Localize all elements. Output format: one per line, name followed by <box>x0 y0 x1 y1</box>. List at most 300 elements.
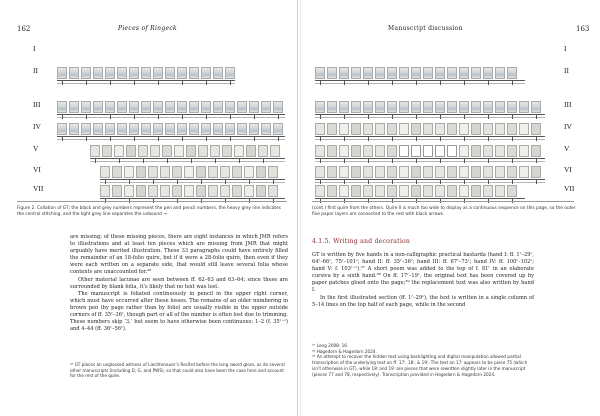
sewing-tick <box>440 158 441 163</box>
folio-thumbnail <box>423 123 433 135</box>
folio-thumbnail <box>507 67 517 79</box>
folio-thumbnail <box>375 145 385 157</box>
folio-thumbnail <box>411 123 421 135</box>
blank-folio <box>399 145 409 157</box>
sewing-tick <box>225 179 226 184</box>
sewing-tick <box>105 179 106 184</box>
sewing-tick <box>320 136 321 141</box>
folio-thumbnail <box>213 67 223 79</box>
sewing-tick <box>191 158 192 163</box>
sewing-tick <box>416 80 417 85</box>
sewing-tick <box>278 114 279 119</box>
sewing-tick <box>368 136 369 141</box>
sewing-tick <box>182 114 183 119</box>
folio-thumbnail <box>225 123 235 135</box>
folio-thumbnail <box>519 101 529 113</box>
folio-thumbnail <box>531 145 541 157</box>
sewing-tick <box>536 114 537 119</box>
folio-thumbnail <box>471 123 481 135</box>
folio-thumbnail <box>93 67 103 79</box>
folio-thumbnail <box>459 185 469 197</box>
folio-thumbnail <box>471 101 481 113</box>
folio-thumbnail <box>447 166 457 178</box>
sewing-tick <box>134 136 135 141</box>
sewing-tick <box>368 158 369 163</box>
folio-thumbnail <box>375 166 385 178</box>
quire-number: III <box>33 100 41 109</box>
folio-thumbnail <box>375 185 385 197</box>
quire-number: VI <box>564 165 572 174</box>
sewing-tick <box>392 158 393 163</box>
folio-thumbnail <box>471 185 481 197</box>
paragraph: The manuscript is foliated continuously in pencil in the upper right corner, which must have occurred after these losses. The remains of an older numbering in brown pen (by page rather than by folio) are usually visible in the upper outside corners of ff. 35ʳ–36ᵛ, though part or all of the number is often lost due to trimming. These numbers skip ‘3,’ but seem to have otherwise been continuous: 1–2 (f. 35ʳ⁻ᵛ) and 4–44 (ff. 36ʳ–56ᵛ). <box>70 290 288 333</box>
sewing-tick <box>416 114 417 119</box>
sewing-tick <box>254 136 255 141</box>
folio-thumbnail <box>351 166 361 178</box>
folio-thumbnail <box>69 67 79 79</box>
folio-thumbnail <box>459 123 469 135</box>
folio-thumbnail <box>339 67 349 79</box>
sewing-tick <box>344 179 345 184</box>
folio-thumbnail <box>136 185 146 197</box>
folio-thumbnail <box>399 101 409 113</box>
folio-thumbnail <box>375 123 385 135</box>
fold-line <box>315 80 525 81</box>
fold-line <box>100 198 285 199</box>
stitch-line <box>57 117 285 118</box>
folio-thumbnail <box>148 185 158 197</box>
folio-thumbnail <box>507 123 517 135</box>
folio-thumbnail <box>261 123 271 135</box>
sewing-tick <box>392 136 393 141</box>
folio-thumbnail <box>351 101 361 113</box>
folio-thumbnail <box>112 185 122 197</box>
sewing-tick <box>320 179 321 184</box>
folio-thumbnail <box>189 123 199 135</box>
sewing-tick <box>464 136 465 141</box>
folio-thumbnail <box>399 67 409 79</box>
folio-thumbnail <box>160 185 170 197</box>
folio-thumbnail <box>483 166 493 178</box>
folio-thumbnail <box>339 166 349 178</box>
folio-thumbnail <box>435 67 445 79</box>
folio-thumbnail <box>153 101 163 113</box>
folio-thumbnail <box>327 123 337 135</box>
folio-thumbnail <box>186 145 196 157</box>
folio-thumbnail <box>69 101 79 113</box>
folio-thumbnail <box>129 101 139 113</box>
folio-thumbnail <box>375 101 385 113</box>
footnote: ³⁷ Leng 2008: 16. <box>312 343 349 348</box>
sewing-tick <box>440 179 441 184</box>
folio-thumbnail <box>210 145 220 157</box>
folio-thumbnail <box>220 166 230 178</box>
folio-thumbnail <box>483 67 493 79</box>
folio-thumbnail <box>244 185 254 197</box>
sewing-tick <box>344 136 345 141</box>
sewing-tick <box>344 80 345 85</box>
blank-folio <box>411 145 421 157</box>
quire-number: I <box>564 44 567 53</box>
sewing-tick <box>416 136 417 141</box>
folio-thumbnail <box>435 101 445 113</box>
folio-thumbnail <box>124 185 134 197</box>
folio-thumbnail <box>315 145 325 157</box>
folio-thumbnail <box>315 67 325 79</box>
folio-thumbnail <box>351 185 361 197</box>
folio-thumbnail <box>117 101 127 113</box>
folio-thumbnail <box>256 166 266 178</box>
sewing-tick <box>167 158 168 163</box>
folio-thumbnail <box>270 145 280 157</box>
sewing-tick <box>206 136 207 141</box>
quire-number: II <box>564 66 569 75</box>
left-footnote: ³⁶ GT places an unglossed witness of Liechtenauer’s Recård before the long sword gloss, as do several other manuscripts (including D, G, and PWS), so that could also have been the case here and account for the rest of the quire. <box>70 362 285 379</box>
folio-thumbnail <box>459 166 469 178</box>
folio-thumbnail <box>129 67 139 79</box>
folio-thumbnail <box>507 166 517 178</box>
folio-thumbnail <box>273 123 283 135</box>
folio-thumbnail <box>483 101 493 113</box>
stitch-line <box>57 139 285 140</box>
sewing-tick <box>86 114 87 119</box>
folio-thumbnail <box>81 123 91 135</box>
folio-thumbnail <box>273 101 283 113</box>
folio-thumbnail <box>196 185 206 197</box>
folio-thumbnail <box>177 67 187 79</box>
sewing-tick <box>158 80 159 85</box>
folio-thumbnail <box>363 67 373 79</box>
folio-thumbnail <box>495 123 505 135</box>
sewing-tick <box>119 158 120 163</box>
folio-thumbnail <box>189 101 199 113</box>
right-running-head: Manuscript discussion <box>388 25 463 32</box>
sewing-tick <box>86 136 87 141</box>
quire-number: I <box>33 44 36 53</box>
folio-thumbnail <box>495 145 505 157</box>
sewing-tick <box>249 179 250 184</box>
folio-thumbnail <box>399 123 409 135</box>
sewing-tick <box>177 179 178 184</box>
sewing-tick <box>392 80 393 85</box>
folio-thumbnail <box>411 101 421 113</box>
folio-thumbnail <box>117 67 127 79</box>
folio-thumbnail <box>256 185 266 197</box>
folio-thumbnail <box>112 166 122 178</box>
folio-thumbnail <box>258 145 268 157</box>
sewing-tick <box>464 158 465 163</box>
sewing-tick <box>368 114 369 119</box>
sewing-tick <box>392 179 393 184</box>
quire-number: IV <box>564 122 572 131</box>
fold-line <box>315 158 545 159</box>
sewing-tick <box>488 80 489 85</box>
folio-thumbnail <box>136 166 146 178</box>
folio-thumbnail <box>234 145 244 157</box>
folio-thumbnail <box>507 101 517 113</box>
folio-thumbnail <box>213 101 223 113</box>
sewing-tick <box>440 80 441 85</box>
folio-thumbnail <box>363 123 373 135</box>
folio-thumbnail <box>102 145 112 157</box>
sewing-tick <box>206 114 207 119</box>
folio-thumbnail <box>208 166 218 178</box>
folio-thumbnail <box>150 145 160 157</box>
fold-line <box>57 114 285 115</box>
folio-thumbnail <box>339 123 349 135</box>
folio-thumbnail <box>126 145 136 157</box>
folio-thumbnail <box>315 123 325 135</box>
folio-thumbnail <box>495 67 505 79</box>
folio-thumbnail <box>423 67 433 79</box>
folio-thumbnail <box>105 123 115 135</box>
figure-caption-left: Figure 2. Collation of GT; the black and grey numbers represent the pen and pencil numbers, the heavy grey line indicates the central stitching, and the light grey line separates the unbound → <box>17 206 281 218</box>
folio-thumbnail <box>261 101 271 113</box>
folio-thumbnail <box>232 185 242 197</box>
sewing-tick <box>134 80 135 85</box>
folio-thumbnail <box>153 67 163 79</box>
folio-thumbnail <box>153 123 163 135</box>
fold-line <box>100 179 285 180</box>
sewing-tick <box>62 114 63 119</box>
sewing-tick <box>278 136 279 141</box>
sewing-tick <box>344 158 345 163</box>
figure-rule <box>17 201 287 202</box>
folio-thumbnail <box>100 166 110 178</box>
folio-thumbnail <box>483 145 493 157</box>
folio-thumbnail <box>327 185 337 197</box>
sewing-tick <box>320 158 321 163</box>
folio-thumbnail <box>351 123 361 135</box>
folio-thumbnail <box>387 101 397 113</box>
folio-thumbnail <box>57 67 67 79</box>
folio-thumbnail <box>249 101 259 113</box>
sewing-tick <box>206 80 207 85</box>
folio-thumbnail <box>172 166 182 178</box>
folio-thumbnail <box>114 145 124 157</box>
folio-thumbnail <box>117 123 127 135</box>
sewing-tick <box>512 80 513 85</box>
sewing-tick <box>86 80 87 85</box>
folio-thumbnail <box>237 101 247 113</box>
folio-thumbnail <box>57 101 67 113</box>
quire-number: VI <box>33 165 41 174</box>
folio-thumbnail <box>244 166 254 178</box>
folio-thumbnail <box>249 123 259 135</box>
sewing-tick <box>158 136 159 141</box>
folio-thumbnail <box>105 101 115 113</box>
folio-thumbnail <box>411 166 421 178</box>
fold-line <box>315 114 545 115</box>
quire-number: V <box>33 144 39 153</box>
folio-thumbnail <box>160 166 170 178</box>
page-gutter-shadow <box>300 0 301 416</box>
sewing-tick <box>512 114 513 119</box>
folio-thumbnail <box>339 101 349 113</box>
folio-thumbnail <box>315 101 325 113</box>
folio-thumbnail <box>531 166 541 178</box>
folio-thumbnail <box>447 185 457 197</box>
folio-thumbnail <box>519 166 529 178</box>
folio-thumbnail <box>519 145 529 157</box>
folio-thumbnail <box>507 145 517 157</box>
sewing-tick <box>182 136 183 141</box>
folio-thumbnail <box>174 145 184 157</box>
blank-folio <box>447 145 457 157</box>
quire-number: III <box>564 100 572 109</box>
sewing-tick <box>536 136 537 141</box>
folio-thumbnail <box>232 166 242 178</box>
stitch-line <box>315 139 545 140</box>
stitch-line <box>315 161 545 162</box>
sewing-tick <box>512 136 513 141</box>
section-title: 4.1.5. Writing and decoration <box>312 238 411 245</box>
sewing-tick <box>488 179 489 184</box>
stitch-line <box>100 182 285 183</box>
right-footnotes <box>312 343 534 377</box>
folio-thumbnail <box>81 101 91 113</box>
sewing-tick <box>263 158 264 163</box>
folio-thumbnail <box>435 185 445 197</box>
sewing-tick <box>416 179 417 184</box>
folio-thumbnail <box>57 123 67 135</box>
quire-number: V <box>564 144 570 153</box>
folio-thumbnail <box>69 123 79 135</box>
footnote: ³⁹ An attempt to recover the hidden text using backlighting and digital manipulation allowed partial transcription of the underlying text on ff. 17ʳ, 18ʳ, & 19ʳ. The text on 17ʳ appears to be piece 75 (which isn’t otherwise in GT), while 18ʳ and 19ʳ are pieces that were rewritten slightly later in the manuscript (pieces 77 and 78, respectively). Transcription provided in Hagedorn & Hagedorn 2024. <box>312 354 528 377</box>
folio-thumbnail <box>172 185 182 197</box>
folio-thumbnail <box>138 145 148 157</box>
folio-thumbnail <box>327 101 337 113</box>
folio-thumbnail <box>339 185 349 197</box>
folio-thumbnail <box>447 123 457 135</box>
folio-thumbnail <box>363 101 373 113</box>
folio-thumbnail <box>201 101 211 113</box>
fold-line <box>315 136 545 137</box>
right-body-text <box>312 252 534 309</box>
blank-folio <box>423 145 433 157</box>
sewing-tick <box>110 114 111 119</box>
folio-thumbnail <box>81 67 91 79</box>
folio-thumbnail <box>519 123 529 135</box>
folio-thumbnail <box>237 123 247 135</box>
folio-thumbnail <box>327 67 337 79</box>
folio-thumbnail <box>93 123 103 135</box>
folio-thumbnail <box>225 67 235 79</box>
sewing-tick <box>230 136 231 141</box>
sewing-tick <box>254 114 255 119</box>
stitch-line <box>57 83 235 84</box>
folio-thumbnail <box>93 101 103 113</box>
sewing-tick <box>110 80 111 85</box>
folio-thumbnail <box>141 67 151 79</box>
fold-line <box>315 179 545 180</box>
sewing-tick <box>464 179 465 184</box>
folio-thumbnail <box>387 145 397 157</box>
quire-number: IV <box>33 122 41 131</box>
sewing-tick <box>62 80 63 85</box>
sewing-tick <box>416 158 417 163</box>
folio-thumbnail <box>483 185 493 197</box>
sewing-tick <box>536 179 537 184</box>
sewing-tick <box>273 179 274 184</box>
folio-thumbnail <box>399 185 409 197</box>
folio-thumbnail <box>471 166 481 178</box>
page-gutter <box>297 0 298 416</box>
folio-thumbnail <box>100 185 110 197</box>
sewing-tick <box>392 114 393 119</box>
folio-thumbnail <box>531 101 541 113</box>
sewing-tick <box>488 136 489 141</box>
folio-thumbnail <box>423 166 433 178</box>
folio-thumbnail <box>387 67 397 79</box>
folio-thumbnail <box>268 185 278 197</box>
folio-thumbnail <box>184 185 194 197</box>
folio-thumbnail <box>141 123 151 135</box>
stitch-line <box>315 83 525 84</box>
folio-thumbnail <box>447 67 457 79</box>
folio-thumbnail <box>213 123 223 135</box>
sewing-tick <box>536 158 537 163</box>
folio-thumbnail <box>483 123 493 135</box>
folio-thumbnail <box>507 185 517 197</box>
sewing-tick <box>215 158 216 163</box>
folio-thumbnail <box>198 145 208 157</box>
stitch-line <box>315 182 545 183</box>
paragraph: Other material lacunae are seen between ff. 62–63 and 63–64; since these are surrounded by blank folia, it’s likely that no text was lost. <box>70 276 288 290</box>
sewing-tick <box>182 80 183 85</box>
sewing-tick <box>110 136 111 141</box>
folio-thumbnail <box>315 185 325 197</box>
folio-thumbnail <box>387 123 397 135</box>
folio-thumbnail <box>129 123 139 135</box>
sewing-tick <box>512 158 513 163</box>
folio-thumbnail <box>459 145 469 157</box>
sewing-tick <box>95 158 96 163</box>
left-page-number: 162 <box>17 25 31 33</box>
sewing-tick <box>344 114 345 119</box>
sewing-tick <box>368 179 369 184</box>
folio-thumbnail <box>411 67 421 79</box>
folio-thumbnail <box>339 145 349 157</box>
sewing-tick <box>230 80 231 85</box>
quire-number: VII <box>564 184 575 193</box>
sewing-tick <box>464 80 465 85</box>
folio-thumbnail <box>423 185 433 197</box>
folio-thumbnail <box>363 185 373 197</box>
sewing-tick <box>488 114 489 119</box>
sewing-tick <box>440 114 441 119</box>
folio-thumbnail <box>447 101 457 113</box>
folio-thumbnail <box>363 166 373 178</box>
sewing-tick <box>143 158 144 163</box>
folio-thumbnail <box>201 123 211 135</box>
blank-folio <box>435 145 445 157</box>
folio-thumbnail <box>495 166 505 178</box>
paragraph: GT is written by five hands in a non-calligraphic practical bastarda (hand I: ff. 1ʳ–29ᵛ, 64ʳ–66ᵛ, 75ʳ–101ᵛ; hand II: ff. 35ʳ–36ᵛ; hand III: ff. 67ʳ–73ᵛ; hand IV: ff. 100ʳ–102ᵛ; hand V: f. 103ʳ⁻ᵛ).³⁷ A short poem was added to the top of f. 81ʳ in an elaborate cursiva by a sixth hand.³⁸ On ff. 17ʳ–19ᵛ, the original text has been covered up by paper patches glued onto the page;³⁹ the replacement text was also written by hand I. <box>312 252 534 294</box>
sewing-tick <box>320 80 321 85</box>
fold-line <box>315 198 525 199</box>
fold-line <box>57 136 285 137</box>
folio-thumbnail <box>327 145 337 157</box>
folio-thumbnail <box>399 166 409 178</box>
folio-thumbnail <box>411 185 421 197</box>
folio-thumbnail <box>177 123 187 135</box>
folio-thumbnail <box>471 67 481 79</box>
folio-thumbnail <box>363 145 373 157</box>
sewing-tick <box>201 179 202 184</box>
folio-thumbnail <box>327 166 337 178</box>
quire-number: VII <box>33 184 44 193</box>
